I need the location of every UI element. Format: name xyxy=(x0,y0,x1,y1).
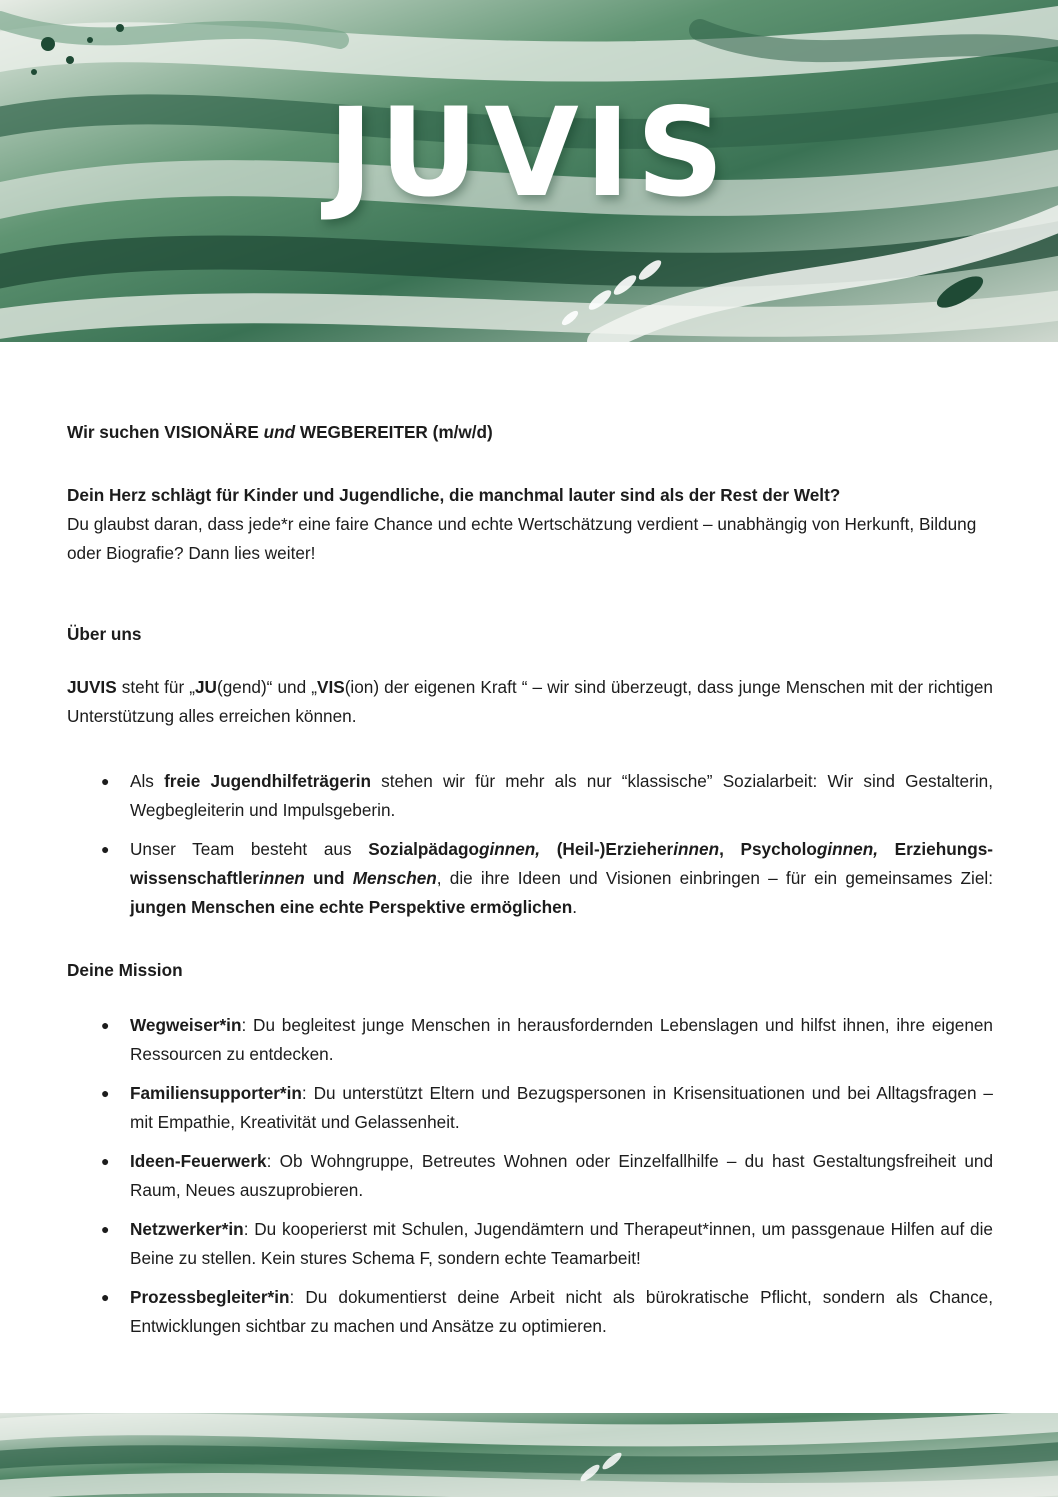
intro-text: Du glaubst daran, dass jede*r eine faire Chance und echte Wertschätzung verdient – unabhängig von Herkunft, Bildung oder Biografie? Dann lies weiter! xyxy=(67,514,977,563)
bullet-icon: ● xyxy=(101,841,110,857)
list-item: ● Als freie Jugendhilfeträgerin stehen wir für mehr als nur “klassische” Sozialarbeit: Wir sind Gestalterin, Wegbegleiterin und Impulsgeberin. xyxy=(67,767,993,825)
about-paragraph: JUVIS steht für „JU(gend)“ und „VIS(ion) der eigenen Kraft “ – wir sind überzeugt, dass junge Menschen mit der richtigen Unterstützung alles erreichen können. xyxy=(67,677,993,726)
list-item: ● Unser Team besteht aus Sozialpädagoginnen, (Heil-)Erzieherinnen, Psychologinnen, Erziehungs-wissenschaftlerinnen und Menschen, die ihre Ideen und Visionen einbringen – für ein gemeinsames Ziel: jungen Menschen eine echte Perspektive ermöglichen. xyxy=(67,835,993,922)
bullet-icon: ● xyxy=(101,1221,110,1237)
juvis-logo: JUVIS xyxy=(327,82,731,224)
bullet-icon: ● xyxy=(101,773,110,789)
bullet-icon: ● xyxy=(101,1085,110,1101)
list-item: ● Netzwerker*in: Du kooperierst mit Schulen, Jugendämtern und Therapeut*innen, um passgenaue Hilfen auf die Beine zu stellen. Kein stures Schema F, sondern echte Teamarbeit! xyxy=(67,1215,993,1273)
section-heading-about: Über uns xyxy=(67,624,142,644)
footer-banner xyxy=(0,1413,1058,1497)
list-item: ● Ideen-Feuerwerk: Ob Wohngruppe, Betreutes Wohnen oder Einzelfallhilfe – du hast Gestaltungsfreiheit und Raum, Neues auszuprobieren. xyxy=(67,1147,993,1205)
section-heading-mission: Deine Mission xyxy=(67,960,183,980)
bullet-icon: ● xyxy=(101,1017,110,1033)
list-item: ● Prozessbegleiter*in: Du dokumentierst deine Arbeit nicht als bürokratische Pflicht, sondern als Chance, Entwicklungen sichtbar zu machen und Ansätze zu optimieren. xyxy=(67,1283,993,1341)
intro-question: Dein Herz schlägt für Kinder und Jugendliche, die manchmal lauter sind als der Rest der Welt? xyxy=(67,485,841,505)
bullet-icon: ● xyxy=(101,1153,110,1169)
bullet-icon: ● xyxy=(101,1289,110,1305)
header-banner xyxy=(0,0,1058,342)
headline: Wir suchen VISIONÄRE und WEGBEREITER (m/w/d) xyxy=(67,422,493,442)
mission-list xyxy=(67,1011,993,1341)
about-list xyxy=(67,767,993,922)
brush-stroke-artwork xyxy=(0,1413,1058,1497)
job-posting-body xyxy=(67,418,993,1341)
list-item: ● Wegweiser*in: Du begleitest junge Menschen in herausfordernden Lebenslagen und hilfst ihnen, ihre eigenen Ressourcen zu entdecken. xyxy=(67,1011,993,1069)
list-item: ● Familiensupporter*in: Du unterstützt Eltern und Bezugspersonen in Krisensituationen und bei Alltagsfragen – mit Empathie, Kreativität und Gelassenheit. xyxy=(67,1079,993,1137)
